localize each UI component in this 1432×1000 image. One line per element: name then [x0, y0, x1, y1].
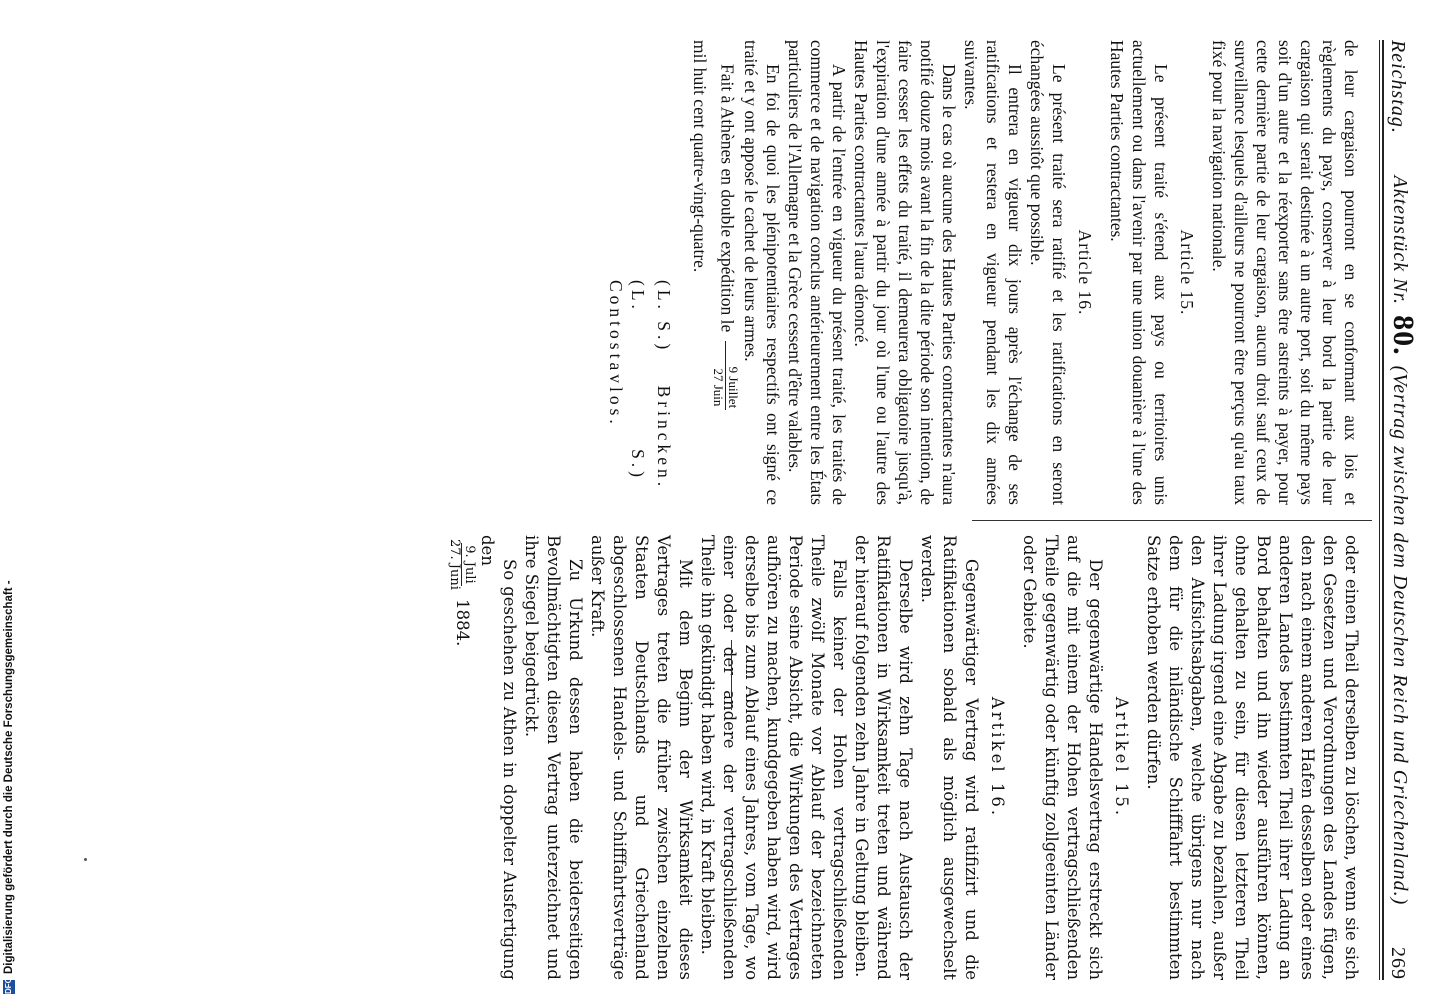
page-header — [1386, 40, 1422, 980]
de-article-16-para-5: Zu Urkund dessen haben die beiderseitigen Bevollmächtigten diesen Vertrag unterzeichnet und ihre Siegel beigedrückt. — [522, 535, 585, 980]
fr-date-bottom: 27 Juin — [711, 368, 726, 407]
column-separator — [972, 520, 1372, 521]
fr-signature-1 — [653, 40, 675, 505]
header-reichstag: Reichstag. — [1387, 40, 1409, 134]
de-article-16-para-4: Mit dem Beginn der Wirksamkeit dieses Vertrages treten die früher zwischen einzelnen Staaten Deutschlands und Griechenland abgeschlossenen Handels- und Schifffahrtsverträge außer Kraft. — [588, 535, 695, 980]
digitization-note: Digitalisierung gefördert durch die Deutsche Forschungsgemeinschaft - — [3, 580, 15, 974]
de-continuation-paragraph: oder einen Theil derselben zu löschen, wenn sie sich den Gesetzen und Verordnungen des Landes fügen, den nach einem anderen Hafen desselben oder eines anderen Landes bestimmten Theil ihrer Ladung an Bord behalten und ihn wieder ausführen können, ohne gehalten zu sein, für diesen letzteren Theil ihrer Ladung irgend eine Abgabe zu bezahlen, außer den Aufsichtsabgaben, welche übrigens nur nach dem für die inländische Schifffahrt bestimmten Satze erhoben werden dürfen. — [1144, 535, 1361, 980]
page-number: 269 — [1387, 947, 1409, 980]
de-article-16-title: Artikel 16. — [988, 696, 1007, 819]
dfg-logo-icon: DFG — [4, 977, 13, 994]
fr-signature-2 — [605, 40, 649, 505]
german-column — [447, 535, 1362, 980]
digitization-footer — [0, 0, 18, 1000]
fr-article-16-para-3: Dans le cas où aucune des Hautes Parties contractantes n'aura notifié douze mois avant la fin de la dite période son intention, de faire cesser les effets du traité, il demeurera obligatoire jusqu'à, l'expiration d'une année à partir du jour où l'une ou l'autre des Hautes Parties contractantes l'aura dénoncé. — [851, 40, 959, 505]
fr-date-top: 9 Juillet — [725, 341, 740, 411]
fr-article-16-title: Article 16. — [1075, 229, 1095, 316]
fr-article-16-para-1: Le présent traité sera ratifié et les ratifications en seront échangées aussitôt que possible. — [1027, 40, 1069, 505]
de-article-15-text: Der gegenwärtige Handelsvertrag erstreckt sich auf die mit einem der Hohen vertragschließenden Theile gegenwärtig oder künftig zollgeeinten Länder oder Gebiete. — [1020, 535, 1105, 980]
fr-article-15-text: Le présent traité s'étend aux pays ou territoires unis actuellement ou dans l'avenir par une union douanière à l'une des Hautes Parties contractantes. — [1107, 40, 1171, 505]
signer-name-1: Brincken. — [654, 385, 674, 491]
header-title: (Vertrag zwischen dem Deutschen Reich und Griechenland.) — [1389, 365, 1411, 906]
fr-fait-a-line — [711, 40, 740, 505]
fr-fait-a-text: Fait à Athènes en double expédition le — [717, 64, 738, 333]
fr-continuation-paragraph: de leur cargaison pourront en se conformant aux lois et règlements du pays, conserver à leur bord la partie de leur cargaison qui serait destinée à un autre port, soit du même pays soit d'un autre et la réexporter sans être astreints à payer, pour cette dernière partie de leur cargaison, aucun droit sauf ceux de surveillance lesquels d'ailleurs ne pourront être perçus qu'au taux fixé pour la navigation nationale. — [1209, 40, 1361, 505]
de-article-16-para-3: Falls keiner der Hohen vertragschließenden Theile zwölf Monate vor Ablauf der bezeichneten Periode seine Absicht, die Wirkungen des Vertrages aufhören zu machen, kundgegeben haben wird, wird derselbe bis zum Ablauf eines Jahres, vom Tage, wo einer oder der andere der vertragschließenden Theile ihn gekündigt haben wird, in Kraft bleiben. — [698, 535, 849, 980]
fr-year-line: mil huit cent quatre-vingt-quatre. — [690, 40, 710, 273]
fr-date-fraction — [711, 341, 740, 411]
seal-mark-2: (L. S.) — [628, 280, 648, 481]
header-aktenstueck: Aktenstück Nr. — [1389, 175, 1411, 306]
header-rule-thin — [1379, 40, 1380, 980]
de-so-geschehen-text: So geschehen zu Athen in doppelter Ausfertigung den — [478, 535, 519, 980]
header-number: 80. — [1387, 315, 1420, 356]
de-date-top: 9. Juli — [462, 545, 477, 584]
seal-mark-1: (L. S.) — [654, 280, 674, 354]
fr-article-16-para-2: Il entrera en vigueur dix jours après l'échange de ses ratifications et restera en vigueur pendant les dix années suivantes. — [961, 40, 1025, 505]
de-year: 1884. — [453, 599, 472, 647]
fr-article-16-para-4: A partir de l'entrée en vigueur du présent traité, les traités de commerce et de navigation conclus antérieurement entre les États particuliers de l'Allemagne et la Grèce cessent d'être valables. — [785, 40, 849, 505]
de-date-fraction — [447, 539, 476, 590]
header-rule — [1382, 40, 1384, 980]
signer-name-2: Contostavlos. — [606, 280, 626, 428]
fr-article-15-title: Article 15. — [1177, 229, 1197, 316]
french-column — [605, 40, 1362, 505]
end-rule — [731, 640, 732, 710]
de-article-15-title: Artikel 15. — [1112, 696, 1131, 819]
de-so-geschehen-line — [476, 535, 520, 980]
de-date-line — [447, 535, 476, 980]
header-title-group — [1386, 134, 1420, 947]
de-article-16-para-2: Derselbe wird zehn Tage nach Austausch der Ratifikationen in Wirksamkeit treten und während der hierauf folgenden zehn Jahre in Geltung bleiben. — [852, 535, 915, 980]
fr-article-16-para-5: En foi de quoi les plénipotentiaires respectifs ont signé ce traité et y ont apposé le cachet de leurs armes. — [741, 40, 783, 505]
scan-speck — [84, 858, 87, 861]
de-article-16-para-1: Gegenwärtiger Vertrag wird ratifizirt und die Ratifikationen sobald als möglich ausgewechselt werden. — [918, 535, 981, 980]
de-date-bottom: 27. Juni — [447, 539, 462, 590]
